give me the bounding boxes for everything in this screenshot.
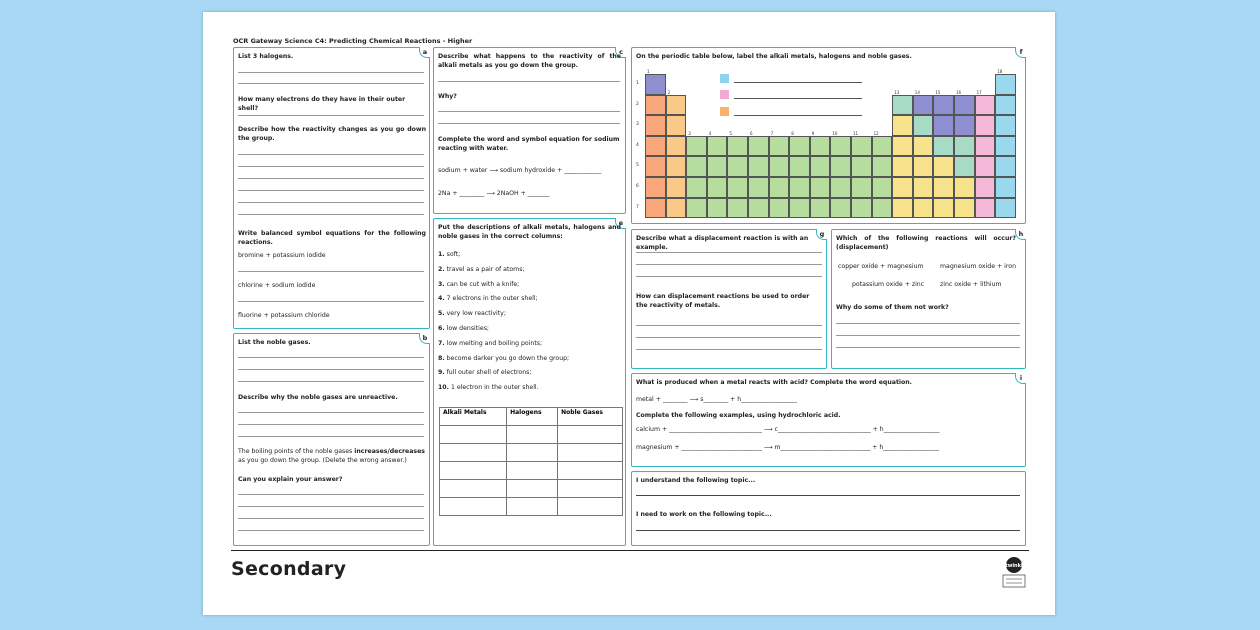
element-cell — [892, 136, 913, 157]
element-cell — [872, 198, 893, 219]
element-cell — [975, 136, 996, 157]
e-list-item: 3. can be cut with a knife; — [438, 280, 520, 288]
e-list-item: 8. become darker you go down the group; — [438, 354, 570, 362]
element-cell — [727, 177, 748, 198]
twinkl-logo-icon — [999, 556, 1029, 588]
a-q2: How many electrons do they have in their outer shell? — [238, 96, 406, 112]
element-cell — [707, 136, 728, 157]
j-p1: I understand the following topic... — [636, 477, 756, 484]
sort-table — [439, 407, 623, 516]
element-cell — [645, 115, 666, 136]
group-label: 7 — [770, 130, 774, 136]
element-cell — [707, 156, 728, 177]
element-cell — [789, 156, 810, 177]
element-cell — [954, 136, 975, 157]
section-tag-c: c — [615, 47, 626, 58]
c-q2: Why? — [438, 93, 457, 100]
section-e — [433, 218, 626, 546]
element-cell — [789, 198, 810, 219]
section-tag-g: g — [816, 229, 827, 240]
element-cell — [686, 136, 707, 157]
element-cell — [789, 136, 810, 157]
b-q3: The boiling points of the noble gases increases/decreases as you go down the group. (Delete the wrong answer.) — [238, 448, 425, 464]
c-eq2: 2Na + ________ ⟶ 2NaOH + _______ — [438, 190, 550, 197]
legend-swatch-3 — [720, 107, 729, 116]
element-cell — [727, 198, 748, 219]
i-eq1: metal + ________ ⟶ s________ + h__________________ — [636, 396, 797, 403]
element-cell — [707, 198, 728, 219]
a-r1: bromine + potassium iodide — [238, 252, 326, 259]
element-cell — [727, 156, 748, 177]
col-halogens: Halogens — [507, 408, 558, 426]
group-label: 12 — [873, 130, 879, 136]
element-cell — [954, 156, 975, 177]
group-label: 16 — [956, 89, 962, 95]
e-list-item: 10. 1 electron in the outer shell. — [438, 384, 539, 392]
element-cell — [666, 136, 687, 157]
group-label: 9 — [811, 130, 815, 136]
group-label: 3 — [688, 130, 691, 136]
h-r3: potassium oxide + zinc — [852, 281, 925, 288]
worksheet-title: OCR Gateway Science C4: Predicting Chemical Reactions - Higher — [233, 37, 473, 45]
c-eq1: sodium + water ⟶ sodium hydroxide + ____________ — [438, 167, 602, 174]
i-q2: Complete the following examples, using hydrochloric acid. — [636, 412, 841, 419]
section-tag-e: e — [615, 218, 626, 229]
legend-swatch-2 — [720, 90, 729, 99]
element-cell — [666, 156, 687, 177]
element-cell — [810, 136, 831, 157]
element-cell — [913, 136, 934, 157]
h-q1: Which of the following reactions will occur? (displacement) — [836, 235, 1016, 251]
worksheet — [203, 12, 1055, 615]
element-cell — [892, 115, 913, 136]
period-label: 6 — [636, 184, 639, 189]
element-cell — [727, 136, 748, 157]
element-cell — [666, 198, 687, 219]
element-cell — [892, 95, 913, 116]
group-label: 18 — [997, 69, 1003, 74]
g-q2: How can displacement reactions be used to order the reactivity of metals. — [636, 293, 810, 309]
element-cell — [645, 198, 666, 219]
element-cell — [892, 198, 913, 219]
element-cell — [933, 156, 954, 177]
group-label: 10 — [832, 130, 838, 136]
element-cell — [769, 156, 790, 177]
element-cell — [933, 115, 954, 136]
i-ex1: calcium + ______________________________ ⟶ c______________________________ + h__________________ — [636, 426, 940, 433]
footer-divider — [231, 550, 1029, 551]
element-cell — [666, 95, 687, 116]
element-cell — [748, 156, 769, 177]
h-r2: magnesium oxide + iron — [940, 263, 1016, 270]
section-tag-h: h — [1015, 229, 1026, 240]
element-cell — [995, 115, 1016, 136]
e-list-item: 7. low melting and boiling points; — [438, 339, 543, 347]
element-cell — [933, 177, 954, 198]
element-cell — [769, 177, 790, 198]
element-cell — [975, 156, 996, 177]
element-cell — [975, 177, 996, 198]
section-a — [233, 47, 430, 329]
e-list-item: 5. very low reactivity; — [438, 310, 506, 318]
legend-swatch-1 — [720, 74, 729, 83]
element-cell — [975, 95, 996, 116]
group-label: 2 — [667, 89, 671, 95]
e-list-item: 1. soft; — [438, 251, 461, 258]
element-cell — [913, 156, 934, 177]
element-cell — [954, 115, 975, 136]
element-cell — [830, 136, 851, 157]
section-tag-f: f — [1015, 47, 1026, 58]
period-label: 5 — [636, 163, 639, 169]
e-list-item: 4. 7 electrons in the outer shell; — [438, 295, 538, 303]
element-cell — [954, 198, 975, 219]
a-q4: Write balanced symbol equations for the following reactions. — [238, 230, 426, 246]
element-cell — [830, 198, 851, 219]
a-q1: List 3 halogens. — [238, 53, 294, 60]
element-cell — [645, 156, 666, 177]
element-cell — [748, 136, 769, 157]
section-g — [631, 229, 827, 369]
element-cell — [933, 198, 954, 219]
element-cell — [645, 95, 666, 116]
e-list-item: 2. travel as a pair of atoms; — [438, 265, 525, 273]
element-cell — [892, 156, 913, 177]
section-j — [631, 471, 1026, 546]
group-label: 6 — [750, 130, 753, 136]
element-cell — [872, 177, 893, 198]
e-list-item: 6. low densities; — [438, 325, 490, 332]
j-p2: I need to work on the following topic... — [636, 511, 772, 518]
i-q1: What is produced when a metal reacts with acid? Complete the word equation. — [636, 379, 913, 386]
c-q3: Complete the word and symbol equation for sodium reacting with water. — [438, 136, 620, 152]
e-intro: Put the descriptions of alkali metals, halogens and noble gases in the correct columns: — [438, 224, 621, 240]
element-cell — [995, 198, 1016, 219]
period-label: 3 — [636, 122, 639, 128]
element-cell — [810, 198, 831, 219]
col-alkali-metals: Alkali Metals — [440, 408, 507, 426]
element-cell — [892, 177, 913, 198]
element-cell — [954, 177, 975, 198]
section-tag-a: a — [419, 47, 430, 58]
section-h — [831, 229, 1026, 369]
period-label: 1 — [636, 81, 639, 86]
element-cell — [872, 156, 893, 177]
element-cell — [645, 177, 666, 198]
element-cell — [995, 136, 1016, 157]
element-cell — [645, 136, 666, 157]
element-cell — [686, 156, 707, 177]
element-cell — [830, 177, 851, 198]
element-cell — [851, 177, 872, 198]
element-cell — [810, 156, 831, 177]
element-cell — [851, 198, 872, 219]
group-label: 1 — [647, 69, 650, 74]
element-cell — [872, 136, 893, 157]
group-label: 15 — [935, 89, 941, 95]
group-label: 8 — [791, 130, 794, 136]
period-label: 7 — [636, 204, 639, 210]
element-cell — [851, 136, 872, 157]
element-cell — [666, 115, 687, 136]
group-label: 11 — [853, 130, 859, 136]
element-cell — [975, 115, 996, 136]
i-ex2: magnesium + __________________________ ⟶ m_____________________________ + h__________________ — [636, 444, 939, 451]
b-q4: Can you explain your answer? — [238, 476, 343, 483]
group-label: 14 — [914, 89, 920, 95]
element-cell — [995, 95, 1016, 116]
element-cell — [789, 177, 810, 198]
period-label: 2 — [636, 101, 639, 107]
b-q2: Describe why the noble gases are unreactive. — [238, 394, 398, 401]
section-f — [631, 47, 1026, 224]
element-cell — [830, 156, 851, 177]
group-label: 13 — [894, 89, 900, 95]
g-q1: Describe what a displacement reaction is with an example. — [636, 235, 809, 251]
element-cell — [913, 177, 934, 198]
element-cell — [769, 198, 790, 219]
group-label: 4 — [708, 130, 712, 136]
group-label: 5 — [729, 130, 732, 136]
h-q2: Why do some of them not work? — [836, 304, 949, 311]
element-cell — [913, 115, 934, 136]
e-list-item: 9. full outer shell of electrons; — [438, 369, 532, 377]
b-q1: List the noble gases. — [238, 339, 311, 346]
period-label: 4 — [636, 142, 639, 148]
element-cell — [707, 177, 728, 198]
section-tag-i: i — [1015, 373, 1026, 384]
section-b — [233, 333, 430, 546]
element-cell — [975, 198, 996, 219]
element-cell — [686, 198, 707, 219]
h-r1: copper oxide + magnesium — [838, 263, 924, 270]
element-cell — [913, 198, 934, 219]
section-c — [433, 47, 626, 214]
a-q3: Describe how the reactivity changes as you go down the group. — [238, 126, 426, 142]
element-cell — [954, 95, 975, 116]
element-cell — [933, 136, 954, 157]
element-cell — [933, 95, 954, 116]
element-cell — [748, 177, 769, 198]
element-cell — [913, 95, 934, 116]
element-cell — [995, 74, 1016, 95]
brand-secondary: Secondary — [231, 558, 347, 580]
col-noble-gases: Noble Gases — [558, 408, 623, 426]
element-cell — [810, 177, 831, 198]
section-i — [631, 373, 1026, 467]
element-cell — [666, 177, 687, 198]
element-cell — [686, 177, 707, 198]
element-cell — [769, 136, 790, 157]
c-q1: Describe what happens to the reactivity of the alkali metals as you go down the group. — [438, 53, 621, 69]
element-cell — [748, 198, 769, 219]
a-r3: fluorine + potassium chloride — [238, 312, 330, 319]
h-r4: zinc oxide + lithium — [940, 281, 1002, 288]
f-intro: On the periodic table below, label the alkali metals, halogens and noble gases. — [636, 53, 912, 60]
element-cell — [645, 74, 666, 95]
element-cell — [995, 156, 1016, 177]
svg-text:twinkl: twinkl — [1005, 563, 1023, 569]
group-label: 17 — [976, 89, 982, 95]
element-cell — [851, 156, 872, 177]
a-r2: chlorine + sodium iodide — [238, 282, 316, 289]
section-tag-b: b — [419, 333, 430, 344]
element-cell — [995, 177, 1016, 198]
